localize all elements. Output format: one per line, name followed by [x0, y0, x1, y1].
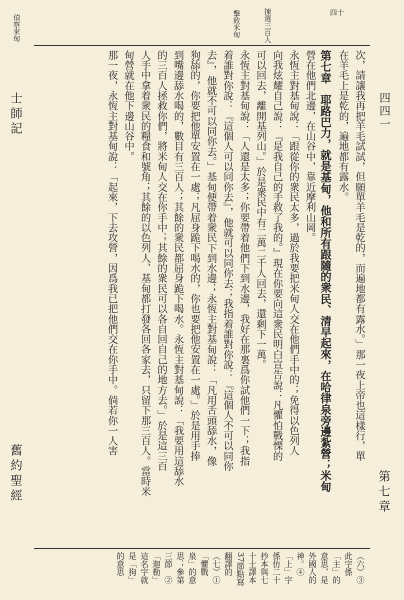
running-title: 士師記 — [9, 92, 23, 137]
body-line: 永恆主對基甸說：「跟從你的衆民太多，過於我要把米甸人交在他們手中的；免得以色列人 — [287, 50, 298, 456]
bottom-rule — [34, 548, 370, 549]
body-line: 狗舔的，你要把他單安置在一處；凡屈身跪下喝水的，你也要把他安置在一處。」於是用手捧 — [188, 50, 199, 462]
body-line: 永恆主對基甸說：「人還是太多；你要帶着他們下到水邊，我好在那裏爲你試他們一下；我指 — [237, 50, 249, 467]
body-line: 在羊毛上是乾的，遍地都有露水。 — [336, 50, 348, 203]
body-line: 去』，他就不可以同你去。」基甸便帶着衆民下到水邊；永恆主對基甸說：「凡用舌頭舔水，像 — [204, 50, 216, 467]
book-title: 舊約聖經 — [9, 444, 23, 504]
body-line: 營在他們北邊，在山谷中，靠近摩利山岡。 — [303, 50, 315, 243]
body-line: 甸營就在他下邊山谷中。 — [122, 50, 133, 162]
margin-note: 擊敗米甸 — [232, 10, 241, 38]
body-line: 人手中拿着衆民的糧食和號角；其餘的以色列人、基甸都打發各回各家去，只留下那三百人。當時米 — [138, 50, 150, 497]
body-line: 那一夜，永恆主對基甸說：「起來，下去攻營，因爲我已把他們交在你手中。倘若你一人害 — [105, 50, 117, 456]
top-rule — [34, 45, 370, 46]
body-line: 着誰對你說：『這個人可以同你去』，他就可以同你去；我指着誰對你說：『這個人不可以同你 — [221, 50, 232, 472]
page-number: 四四一 — [378, 92, 391, 131]
body-line: 第七章 耶路巴力，就是基甸，他和所有跟隨的衆民、清早起來，在哈律泉旁邊紮營；米甸 — [319, 50, 332, 492]
body-line: 到嘴邊舔水喝的，數目有三百人；其餘的衆民都屈身跪下喝水。永恆主對基甸說：「我要用這舔水 — [171, 50, 183, 487]
body-line: 向我炫耀自己說：『是我自己的手救了我的。』現在你要向這衆民明白宣告說：凡懼怕戰慄的 — [270, 50, 282, 462]
body-text — [36, 50, 366, 545]
footnotes — [36, 552, 366, 587]
margin-note: 揀選三百人 — [263, 8, 272, 43]
body-line: 次，請讓我再把羊毛試試，但願單羊毛是乾的，而遍地都有露水。」那一夜上帝也這樣行，單 — [353, 50, 364, 462]
margin-note: 偵察來甸 — [12, 14, 21, 42]
footnote: （六）③此字係「主」的意思，是外國人的神。④「上」字係仿二十抄本與七十士譯本37節點寫翻譯的 — [224, 552, 365, 587]
footnote: （七）①「懼戰泉」的意思；參第三節 ②「迦勒」這名字就是「狗」的意思 — [116, 552, 221, 584]
body-line: 的三百人拯救你們，將米甸人交在你手中；其餘的衆民可以各自回自己的地方去。」於是這三百 — [155, 50, 166, 472]
page-mark: 四十 — [330, 9, 344, 17]
body-line: 可以回去，離開基列山。」於是衆民中有二萬二千人回去，還剩下一萬。 — [254, 50, 265, 370]
chapter-number: 第七章 — [377, 470, 391, 515]
